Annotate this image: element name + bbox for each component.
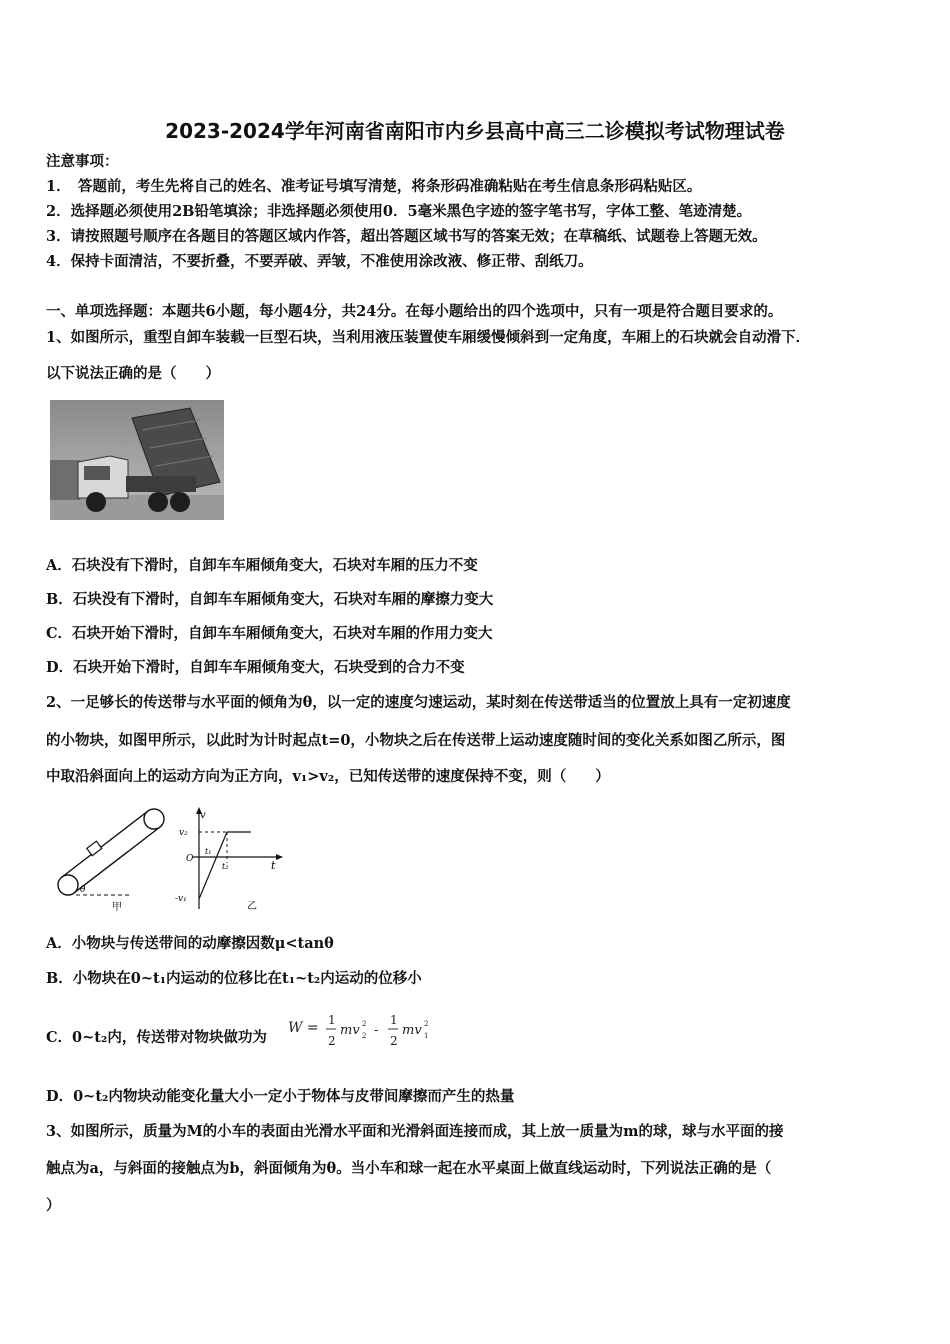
formula-sup-1: 2 <box>362 1020 367 1028</box>
formula-minus: - <box>374 1023 379 1038</box>
work-formula <box>288 1010 438 1052</box>
question-3-stem: ） <box>46 1197 61 1214</box>
question-1-stem: 1、如图所示，重型自卸车装载一巨型石块，当利用液压装置使车厢缓慢倾斜到一定角度，车厢上的石块就会自动滑下． <box>46 329 811 346</box>
question-2-stem: 的小物块，如图甲所示，以此时为计时起点t=0，小物块之后在传送带上运动速度随时间的变化关系如图乙所示，图 <box>46 732 786 749</box>
formula-denominator-1: 2 <box>328 1034 336 1048</box>
axis-t-label: t <box>271 859 276 872</box>
question-3-stem: 触点为a，与斜面的接触点为b，斜面倾角为θ。当小车和球一起在水平桌面上做直线运动时，下列说法正确的是（ <box>46 1160 772 1177</box>
notice-item: 3．请按照题号顺序在各题目的答题区域内作答，超出答题区域书写的答案无效；在草稿纸、试题卷上答题无效。 <box>46 228 767 245</box>
t2-tick-label: t₂ <box>222 862 229 871</box>
page-title: 2023-2024学年河南省南阳市内乡县高中高三二诊模拟考试物理试卷 <box>165 119 785 143</box>
formula-sup-2: 2 <box>424 1020 429 1028</box>
notice-heading: 注意事项： <box>46 153 119 170</box>
formula-sub-2: 1 <box>424 1032 429 1040</box>
option-b: B．小物块在0~t₁内运动的位移比在t₁~t₂内运动的位移小 <box>46 970 422 987</box>
dump-truck-photo <box>50 400 224 520</box>
v2-tick-label: v₂ <box>179 828 188 838</box>
axis-v-label: v <box>200 810 206 821</box>
formula-mv-2: mv <box>402 1023 422 1038</box>
formula-denominator-2: 2 <box>390 1034 398 1048</box>
notice-item: 1． 答题前，考生先将自己的姓名、准考证号填写清楚，将条形码准确粘贴在考生信息条形码粘贴区。 <box>46 178 702 195</box>
option-c: C．0~t₂内，传送带对物块做功为 <box>46 1029 267 1046</box>
option-d: D．石块开始下滑时，自卸车车厢倾角变大，石块受到的合力不变 <box>46 659 465 676</box>
option-b: B．石块没有下滑时，自卸车车厢倾角变大，石块对车厢的摩擦力变大 <box>46 591 494 608</box>
figure-yi-label: 乙 <box>247 901 257 912</box>
formula-numerator-1: 1 <box>328 1013 336 1027</box>
theta-label: θ <box>80 885 86 895</box>
formula-mv-1: mv <box>340 1023 360 1038</box>
question-2-stem: 中取沿斜面向上的运动方向为正方向，v₁>v₂，已知传送带的速度保持不变，则（ ） <box>46 768 610 785</box>
option-d: D．0~t₂内物块动能变化量大小一定小于物体与皮带间摩擦而产生的热量 <box>46 1088 515 1105</box>
formula-sub-1: 2 <box>362 1032 367 1040</box>
option-c: C．石块开始下滑时，自卸车车厢倾角变大，石块对车厢的作用力变大 <box>46 625 493 642</box>
formula-numerator-2: 1 <box>390 1013 398 1027</box>
v1-neg-tick-label: -v₁ <box>175 894 187 904</box>
notice-item: 2．选择题必须使用2B铅笔填涂；非选择题必须使用0．5毫米黑色字迹的签字笔书写，字体工整、笔迹清楚。 <box>46 203 752 220</box>
origin-label: O <box>186 854 194 864</box>
formula-lhs: W = <box>288 1020 319 1036</box>
notice-item: 4．保持卡面清洁，不要折叠，不要弄破、弄皱，不准使用涂改液、修正带、刮纸刀。 <box>46 253 593 270</box>
figure-jia-label: 甲 <box>112 902 122 913</box>
option-a: A．小物块与传送带间的动摩擦因数μ<tanθ <box>46 935 334 952</box>
velocity-time-graph <box>175 803 290 915</box>
question-3-stem: 3、如图所示，质量为M的小车的表面由光滑水平面和光滑斜面连接而成，其上放一质量为m的球，球与水平面的接 <box>46 1123 784 1140</box>
question-1-stem: 以下说法正确的是（ ） <box>46 365 220 382</box>
t1-tick-label: t₁ <box>205 847 212 856</box>
option-a: A．石块没有下滑时，自卸车车厢倾角变大，石块对车厢的压力不变 <box>46 557 478 574</box>
question-2-stem: 2、一足够长的传送带与水平面的倾角为θ，以一定的速度匀速运动，某时刻在传送带适当的位置放上具有一定初速度 <box>46 694 791 711</box>
conveyor-belt-diagram <box>50 800 180 915</box>
section-heading: 一、单项选择题：本题共6小题，每小题4分，共24分。在每小题给出的四个选项中，只有一项是符合题目要求的。 <box>46 303 783 320</box>
